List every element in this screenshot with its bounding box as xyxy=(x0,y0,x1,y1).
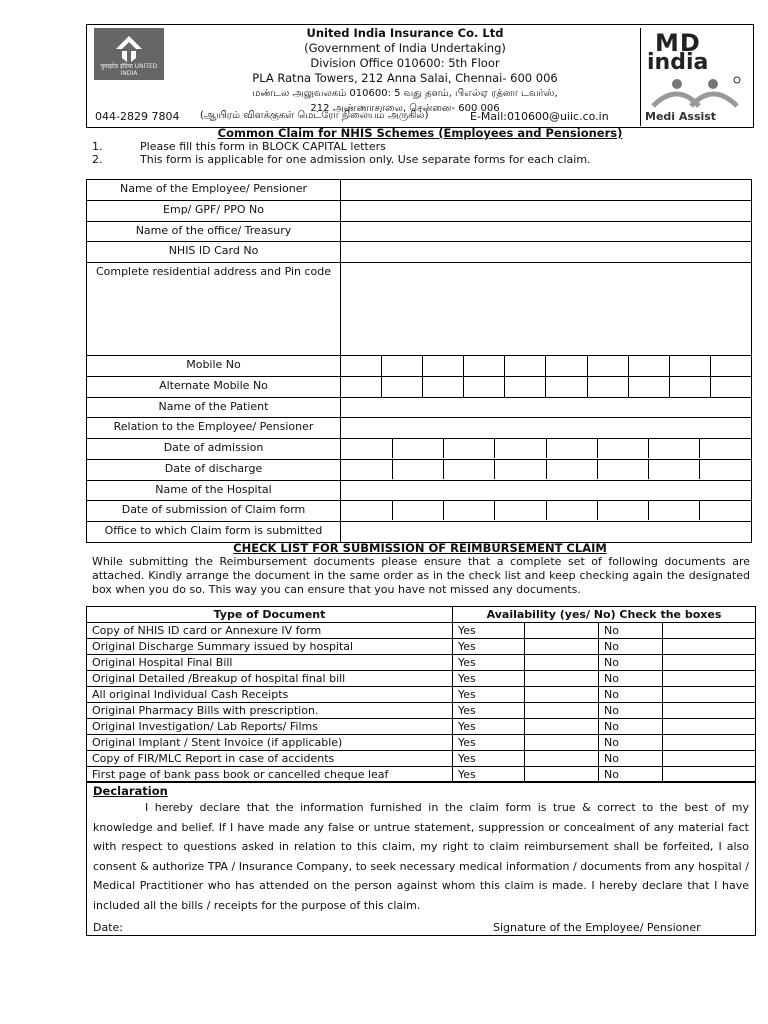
no-label: No xyxy=(599,703,663,719)
address-field[interactable] xyxy=(341,263,752,356)
date-box-grid xyxy=(341,439,751,458)
checklist-header-row xyxy=(87,607,756,623)
document-type: All original Individual Cash Receipts xyxy=(87,687,453,703)
email-address: E-Mail:010600@uiic.co.in xyxy=(470,110,609,123)
no-label: No xyxy=(599,655,663,671)
date-digit-box[interactable] xyxy=(649,460,700,479)
submission-date-label: Date of submission of Claim form xyxy=(87,501,341,522)
checklist-row xyxy=(87,687,756,703)
date-label: Date: xyxy=(93,921,123,934)
form-row xyxy=(87,481,752,501)
checklist-row xyxy=(87,639,756,655)
submitted-to-field[interactable] xyxy=(341,522,752,543)
date-digit-box[interactable] xyxy=(649,439,700,458)
date-digit-box[interactable] xyxy=(546,460,597,479)
yes-checkbox[interactable] xyxy=(525,703,599,719)
logo-india-text: india xyxy=(647,50,709,75)
yes-label: Yes xyxy=(453,655,525,671)
yes-label: Yes xyxy=(453,735,525,751)
employee-name-field[interactable] xyxy=(341,180,752,201)
mobile-digit-box[interactable] xyxy=(505,356,546,377)
date-digit-box[interactable] xyxy=(597,460,648,479)
yes-label: Yes xyxy=(453,639,525,655)
yes-checkbox[interactable] xyxy=(525,751,599,767)
document-type: Original Hospital Final Bill xyxy=(87,655,453,671)
discharge-date-boxes xyxy=(341,460,752,481)
tamil-landmark: (ஆயிரம் விளக்குகள் மெட்ரோ நிலையம் அருகில்) xyxy=(200,110,429,121)
mobile-digit-box[interactable] xyxy=(464,356,505,377)
yes-label: Yes xyxy=(453,671,525,687)
checklist-row xyxy=(87,671,756,687)
form-row xyxy=(87,222,752,242)
employee-name-label: Name of the Employee/ Pensioner xyxy=(87,180,341,201)
hospital-label: Name of the Hospital xyxy=(87,481,341,501)
checklist-intro: While submitting the Reimbursement documents please ensure that a complete set of following documents are attached. Kindly arrange the document in the same order as in the check list and keep checking again the designated box when you do so. This way you can ensure that you have not missed any documents. xyxy=(92,555,750,596)
alt-mobile-digit-box[interactable] xyxy=(341,377,382,398)
form-row xyxy=(87,201,752,222)
relation-field[interactable] xyxy=(341,418,752,439)
alt-mobile-digit-box[interactable] xyxy=(382,377,423,398)
checklist-row xyxy=(87,751,756,767)
checklist-row xyxy=(87,655,756,671)
date-digit-box[interactable] xyxy=(341,501,392,520)
no-label: No xyxy=(599,671,663,687)
date-digit-box[interactable] xyxy=(700,460,751,479)
document-type: Original Detailed /Breakup of hospital final bill xyxy=(87,671,453,687)
no-checkbox[interactable] xyxy=(663,623,756,639)
instruction-item: 2. This form is applicable for one admission only. Use separate forms for each claim. xyxy=(92,153,591,166)
mobile-digit-box[interactable] xyxy=(423,356,464,377)
admission-date-boxes xyxy=(341,439,752,460)
date-digit-box[interactable] xyxy=(341,460,392,479)
patient-field[interactable] xyxy=(341,398,752,418)
date-digit-box[interactable] xyxy=(597,439,648,458)
form-title: Common Claim for NHIS Schemes (Employees and Pensioners) xyxy=(217,126,623,140)
date-digit-box[interactable] xyxy=(495,460,546,479)
date-digit-box[interactable] xyxy=(700,439,751,458)
declaration-text: I hereby declare that the information furnished in the claim form is true & correct to the best of my knowledge and belief. If I have made any false or untrue statement, suppression or concealment of any material fact with respect to questions asked in relation to this claim, my right to claim reimbursement shall be forfeited, I also consent & authorize TPA / Insurance Company, to seek necessary medical information / documents from any hospital / Medical Practitioner who has attended on the person against whom this claim is made. I hereby declare that I have included all the bills / receipts for the purpose of this claim. xyxy=(93,801,749,912)
yes-label: Yes xyxy=(453,751,525,767)
availability-column-header: Availability (yes/ No) Check the boxes xyxy=(453,607,756,623)
no-checkbox[interactable] xyxy=(663,751,756,767)
checklist-title: CHECK LIST FOR SUBMISSION OF REIMBURSEMENT CLAIM xyxy=(233,541,607,555)
alt-mobile-label: Alternate Mobile No xyxy=(87,377,341,398)
checklist-row xyxy=(87,703,756,719)
checklist-table xyxy=(86,606,756,783)
form-row xyxy=(87,356,752,377)
md-india-logo xyxy=(640,28,750,126)
yes-checkbox[interactable] xyxy=(525,639,599,655)
mobile-digit-box[interactable] xyxy=(341,356,382,377)
date-digit-box[interactable] xyxy=(546,501,597,520)
no-label: No xyxy=(599,719,663,735)
signature-label: Signature of the Employee/ Pensioner xyxy=(493,921,701,934)
relation-label: Relation to the Employee/ Pensioner xyxy=(87,418,341,439)
alt-mobile-digit-box[interactable] xyxy=(546,377,587,398)
date-digit-box[interactable] xyxy=(597,501,648,520)
mobile-digit-box[interactable] xyxy=(587,356,628,377)
phone-number: 044-2829 7804 xyxy=(95,110,180,123)
office-field[interactable] xyxy=(341,222,752,242)
yes-checkbox[interactable] xyxy=(525,687,599,703)
mobile-digit-box[interactable] xyxy=(669,356,710,377)
letterhead-text xyxy=(170,26,640,116)
admission-label: Date of admission xyxy=(87,439,341,460)
alt-mobile-digit-box[interactable] xyxy=(423,377,464,398)
nhis-id-field[interactable] xyxy=(341,242,752,263)
form-row xyxy=(87,180,752,201)
form-row xyxy=(87,418,752,439)
mobile-digit-box[interactable] xyxy=(546,356,587,377)
undertaking-line: (Government of India Undertaking) xyxy=(304,41,506,55)
yes-label: Yes xyxy=(453,623,525,639)
logo-caption: युनाइटेड इंडिया UNITED INDIA xyxy=(100,63,158,77)
mobile-digit-box[interactable] xyxy=(382,356,423,377)
date-digit-box[interactable] xyxy=(444,439,495,458)
nhis-id-label: NHIS ID Card No xyxy=(87,242,341,263)
document-type: First page of bank pass book or cancelled cheque leaf xyxy=(87,767,453,783)
no-label: No xyxy=(599,623,663,639)
united-india-logo xyxy=(94,28,164,80)
alt-mobile-digit-box[interactable] xyxy=(505,377,546,398)
date-box-grid xyxy=(341,460,751,479)
claim-form-table xyxy=(86,179,752,543)
document-type: Original Investigation/ Lab Reports/ Films xyxy=(87,719,453,735)
document-type: Copy of FIR/MLC Report in case of accidents xyxy=(87,751,453,767)
discharge-label: Date of discharge xyxy=(87,460,341,481)
medi-assist-text: Medi Assist xyxy=(645,110,717,123)
no-checkbox[interactable] xyxy=(663,655,756,671)
yes-label: Yes xyxy=(453,687,525,703)
date-digit-box[interactable] xyxy=(700,501,751,520)
type-column-header: Type of Document xyxy=(87,607,453,623)
document-type: Original Pharmacy Bills with prescription. xyxy=(87,703,453,719)
date-digit-box[interactable] xyxy=(392,439,443,458)
date-digit-box[interactable] xyxy=(444,501,495,520)
mobile-digit-box[interactable] xyxy=(710,356,751,377)
document-type: Original Discharge Summary issued by hospital xyxy=(87,639,453,655)
office-label: Name of the office/ Treasury xyxy=(87,222,341,242)
no-label: No xyxy=(599,751,663,767)
form-row xyxy=(87,439,752,460)
emp-id-label: Emp/ GPF/ PPO No xyxy=(87,201,341,222)
no-checkbox[interactable] xyxy=(663,719,756,735)
alt-mobile-digit-box[interactable] xyxy=(628,377,669,398)
no-label: No xyxy=(599,687,663,703)
date-digit-box[interactable] xyxy=(649,501,700,520)
patient-label: Name of the Patient xyxy=(87,398,341,418)
yes-checkbox[interactable] xyxy=(525,735,599,751)
mobile-digit-box[interactable] xyxy=(628,356,669,377)
submitted-to-label: Office to which Claim form is submitted xyxy=(87,522,341,543)
document-type: Copy of NHIS ID card or Annexure IV form xyxy=(87,623,453,639)
people-figures-icon xyxy=(647,76,743,110)
form-row xyxy=(87,522,752,543)
address-label: Complete residential address and Pin code xyxy=(87,263,341,356)
instructions xyxy=(92,140,591,166)
alt-mobile-digit-box[interactable] xyxy=(587,377,628,398)
document-type: Original Implant / Stent Invoice (if applicable) xyxy=(87,735,453,751)
alt-mobile-digit-box[interactable] xyxy=(464,377,505,398)
checklist-row xyxy=(87,719,756,735)
no-checkbox[interactable] xyxy=(663,735,756,751)
yes-checkbox[interactable] xyxy=(525,671,599,687)
instruction-item: 1. Please fill this form in BLOCK CAPITAL letters xyxy=(92,140,386,153)
date-digit-box[interactable] xyxy=(392,501,443,520)
address-line: PLA Ratna Towers, 212 Anna Salai, Chennai- 600 006 xyxy=(252,71,558,85)
date-digit-box[interactable] xyxy=(495,501,546,520)
checklist-row xyxy=(87,735,756,751)
form-row xyxy=(87,242,752,263)
checklist-row xyxy=(87,623,756,639)
date-digit-box[interactable] xyxy=(546,439,597,458)
yes-label: Yes xyxy=(453,767,525,783)
form-row xyxy=(87,263,752,356)
tamil-address-line2: 212 அண்ணாசாலை, சென்னை- 600 006 xyxy=(310,103,500,114)
company-name: United India Insurance Co. Ltd xyxy=(306,26,504,40)
form-row xyxy=(87,398,752,418)
date-digit-box[interactable] xyxy=(341,439,392,458)
declaration-box xyxy=(86,781,756,936)
logo-md-text: MD xyxy=(655,29,701,57)
no-checkbox[interactable] xyxy=(663,703,756,719)
umbrella-logo-icon xyxy=(114,34,144,64)
submission-date-boxes xyxy=(341,501,752,522)
alt-mobile-digit-box[interactable] xyxy=(669,377,710,398)
no-label: No xyxy=(599,639,663,655)
yes-checkbox[interactable] xyxy=(525,623,599,639)
date-digit-box[interactable] xyxy=(392,460,443,479)
no-label: No xyxy=(599,767,663,783)
date-digit-box[interactable] xyxy=(444,460,495,479)
no-checkbox[interactable] xyxy=(663,687,756,703)
yes-checkbox[interactable] xyxy=(525,719,599,735)
tamil-address-line1: மண்டல அலுவலகம் 010600: 5 வது தளம், பிஎல்ஏ ரத்னா டவர்ஸ், xyxy=(252,88,558,99)
form-row xyxy=(87,377,752,398)
yes-checkbox[interactable] xyxy=(525,655,599,671)
no-checkbox[interactable] xyxy=(663,639,756,655)
date-box-grid xyxy=(341,501,751,520)
form-row xyxy=(87,501,752,522)
hospital-field[interactable] xyxy=(341,481,752,501)
alt-mobile-digit-box[interactable] xyxy=(710,377,751,398)
emp-id-field[interactable] xyxy=(341,201,752,222)
yes-label: Yes xyxy=(453,719,525,735)
date-digit-box[interactable] xyxy=(495,439,546,458)
yes-label: Yes xyxy=(453,703,525,719)
no-checkbox[interactable] xyxy=(663,671,756,687)
no-label: No xyxy=(599,735,663,751)
mobile-label: Mobile No xyxy=(87,356,341,377)
form-row xyxy=(87,460,752,481)
division-line: Division Office 010600: 5th Floor xyxy=(310,56,500,70)
declaration-title: Declaration xyxy=(93,784,168,798)
